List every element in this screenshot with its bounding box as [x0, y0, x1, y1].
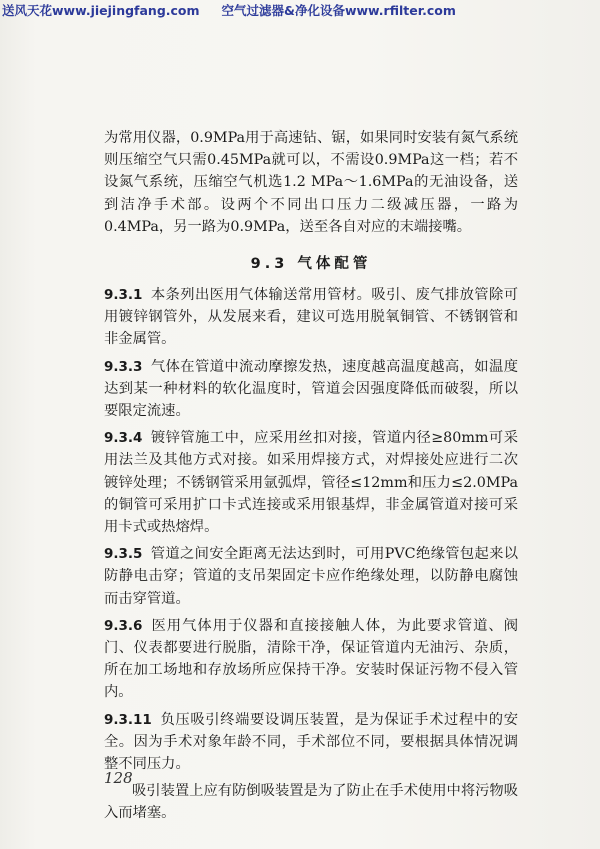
clause-9-3-1	[104, 284, 518, 351]
clause-number: 9.3.11	[104, 711, 152, 728]
watermark-left: 送风天花www.jiejingfang.com	[2, 3, 200, 18]
clause-text: 气体在管道中流动摩擦发热，速度越高温度越高，如温度达到某一种材料的软化温度时，管道会因强度降低而破裂，所以要限定流速。	[104, 358, 518, 420]
clause-9-3-3	[104, 356, 518, 423]
clause-text: 负压吸引终端要设调压装置，是为保证手术过程中的安全。因为手术对象年龄不同，手术部位不同，要根据具体情况调整不同压力。	[104, 711, 518, 773]
page-number: 128	[104, 769, 133, 787]
clause-text: 本条列出医用气体输送常用管材。吸引、废气排放管除可用镀锌钢管外，从发展来看，建议可选用脱氧铜管、不锈钢管和非金属管。	[104, 287, 518, 348]
clause-text: 管道之间安全距离无法达到时，可用PVC绝缘管包起来以防静电击穿；管道的支吊架固定卡应作绝缘处理，以防静电腐蚀而击穿管道。	[104, 546, 518, 607]
clause-number: 9.3.3	[104, 358, 143, 375]
clause-9-3-11	[104, 709, 518, 776]
header-watermark	[2, 1, 456, 19]
clause-9-3-6	[104, 615, 518, 704]
clause-text: 医用气体用于仪器和直接接触人体，为此要求管道、阀门、仪表都要进行脱脂，清除干净，保证管道内无油污、杂质，所在加工场地和存放场所应保持干净。安装时保证污物不侵入管内。	[104, 617, 518, 701]
section-heading: 9.3 气体配管	[250, 256, 372, 273]
clause-9-3-5	[104, 543, 518, 610]
clause-text: 镀锌管施工中，应采用丝扣对接，管道内径≥80mm可采用法兰及其他方式对接。如采用焊接方式，对焊接处应进行二次镀锌处理；不锈钢管采用氩弧焊，管径≤12mm和压力≤2.0MPa的铜管可采用扩口卡式连接或采用银基焊，非金属管道对接可采用卡式或热熔焊。	[104, 430, 518, 536]
clause-9-3-4	[104, 427, 518, 538]
watermark-right: 空气过滤器&净化设备www.rfilter.com	[221, 3, 456, 18]
clause-number: 9.3.5	[104, 546, 143, 563]
clause-number: 9.3.1	[104, 287, 143, 304]
page-content	[104, 127, 518, 825]
intro-paragraph: 为常用仪器，0.9MPa用于高速钻、锯，如果同时安装有氮气系统则压缩空气只需0.45MPa就可以，不需设0.9MPa这一档；若不设氮气系统，压缩空气机选1.2 MPa～1.6MPa的无油设备，送到洁净手术部。设两个不同出口压力二级减压器，一路为0.4MPa，另一路为0.9MPa，送至各自对应的末端接嘴。	[104, 130, 518, 235]
clause-number: 9.3.4	[104, 430, 143, 447]
closing-paragraph: 吸引装置上应有防倒吸装置是为了防止在手术使用中将污物吸入而堵塞。	[104, 783, 519, 822]
clause-number: 9.3.6	[104, 617, 143, 634]
